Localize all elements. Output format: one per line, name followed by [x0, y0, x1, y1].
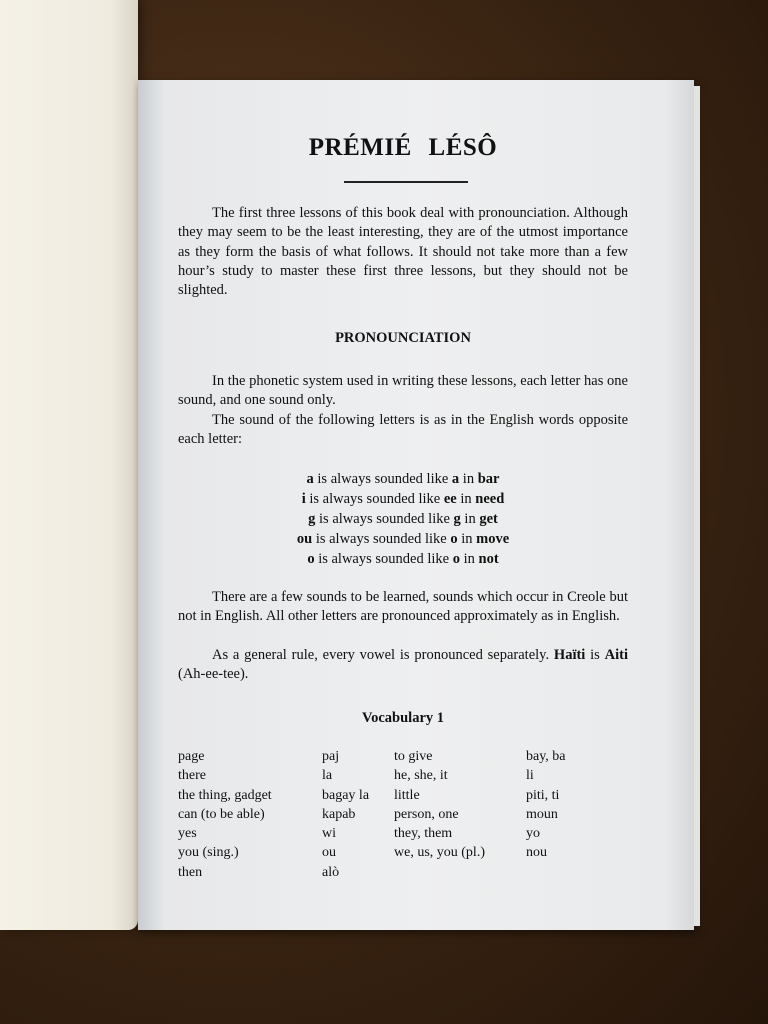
creole-sounds-paragraph: There are a few sounds to be learned, sounds which occur in Creole but not in English. All other letters are pronounced approximately as in English.: [178, 589, 628, 625]
sound-paragraph: The sound of the following letters is as in the English words opposite each letter:: [178, 412, 628, 448]
rule-word: not: [478, 551, 499, 567]
rule-sound: a: [451, 471, 460, 487]
pronounciation-rule: [178, 489, 628, 509]
vocab-english: we, us, you (pl.): [394, 845, 485, 861]
is-word: is: [585, 647, 605, 663]
vocab-row: [178, 786, 648, 805]
rule-word: move: [476, 531, 510, 547]
vocab-creole: la: [322, 768, 333, 784]
rule-sound: g: [453, 511, 461, 527]
vocab-english: little: [394, 787, 420, 803]
vocab-creole: piti, ti: [526, 787, 560, 803]
rule-in: in: [457, 531, 477, 547]
rule-word: bar: [477, 471, 500, 487]
haiti-word: Haïti: [553, 647, 586, 663]
vocab-row: [178, 824, 648, 843]
pronounciation-rule: [178, 469, 628, 489]
rule-letter: i: [301, 491, 306, 507]
vocab-creole: li: [526, 768, 534, 784]
vocab-creole: bay, ba: [526, 749, 566, 764]
vocab-creole: ou: [322, 845, 336, 861]
rule-letter: a: [306, 471, 314, 487]
aiti-word: Aiti: [604, 647, 628, 663]
phonetic-paragraph: In the phonetic system used in writing these lessons, each letter has one sound, and one sound only.: [178, 373, 628, 409]
vocab-creole: yo: [526, 826, 540, 842]
lesson-title: PRÉMIÉ LÉSÔ: [308, 134, 498, 161]
vocabulary-heading: Vocabulary 1: [361, 710, 445, 726]
pronunciation-hint: (Ah-ee-tee).: [178, 666, 249, 683]
vowel-rule-paragraph: [178, 646, 628, 685]
rule-text: is always sounded like: [305, 491, 444, 507]
vocab-creole: moun: [526, 806, 558, 822]
vocab-english: to give: [394, 749, 433, 764]
vocab-english: person, one: [394, 806, 459, 822]
vocabulary-table: [178, 747, 648, 882]
vocab-creole: nou: [526, 845, 547, 861]
vocab-english: page: [178, 749, 205, 764]
rule-sound: o: [452, 551, 460, 567]
vocab-english: then: [178, 864, 203, 880]
rule-letter: g: [308, 511, 316, 527]
vocab-creole: wi: [322, 826, 336, 842]
pronounciation-heading: PRONOUNCIATION: [335, 330, 471, 346]
vocab-creole: bagay la: [322, 787, 370, 803]
vocab-row: [178, 805, 648, 824]
vocab-english: you (sing.): [178, 845, 239, 861]
page-edge: [694, 86, 700, 926]
vocab-row: [178, 843, 648, 862]
vocab-english: they, them: [394, 826, 453, 842]
vocab-english: he, she, it: [394, 768, 448, 784]
vowel-rule-text: As a general rule, every vowel is pronounced separately.: [212, 647, 554, 663]
rule-letter: ou: [296, 531, 313, 547]
rule-text: is always sounded like: [314, 551, 453, 567]
rule-text: is always sounded like: [313, 471, 452, 487]
title-underline: [344, 181, 468, 183]
vocab-english: yes: [178, 826, 197, 842]
rule-sound: ee: [443, 491, 457, 507]
vocab-english: can (to be able): [178, 806, 265, 822]
intro-paragraph: The first three lessons of this book deal with pronounciation. Although they may seem to be the least interesting, they are of the utmost importance as they form the basis of what follows. It should not take more than a few hour’s study to master these first three lessons, but they should not be slighted.: [178, 205, 628, 299]
pronounciation-rule: [178, 529, 628, 549]
vocab-english: there: [178, 768, 206, 784]
vocab-english: the thing, gadget: [178, 787, 272, 803]
rule-in: in: [459, 551, 479, 567]
pronounciation-rule: [178, 509, 628, 529]
vocab-creole: kapab: [322, 806, 356, 822]
vocab-row: [178, 863, 648, 882]
book-page: [138, 80, 694, 930]
pronounciation-rule: [178, 549, 628, 569]
vocab-creole: alò: [322, 864, 340, 880]
rule-sound: o: [450, 531, 458, 547]
left-page: [0, 0, 138, 930]
rule-text: is always sounded like: [312, 531, 451, 547]
rule-in: in: [460, 511, 480, 527]
rule-word: need: [475, 491, 505, 507]
rule-in: in: [459, 471, 478, 487]
rule-in: in: [456, 491, 476, 507]
vocab-row: [178, 747, 648, 766]
rule-letter: o: [307, 551, 315, 567]
rule-word: get: [479, 511, 498, 527]
vocab-row: [178, 766, 648, 785]
rule-text: is always sounded like: [315, 511, 454, 527]
vocab-creole: paj: [322, 749, 340, 764]
pronounciation-rules: [178, 469, 628, 569]
